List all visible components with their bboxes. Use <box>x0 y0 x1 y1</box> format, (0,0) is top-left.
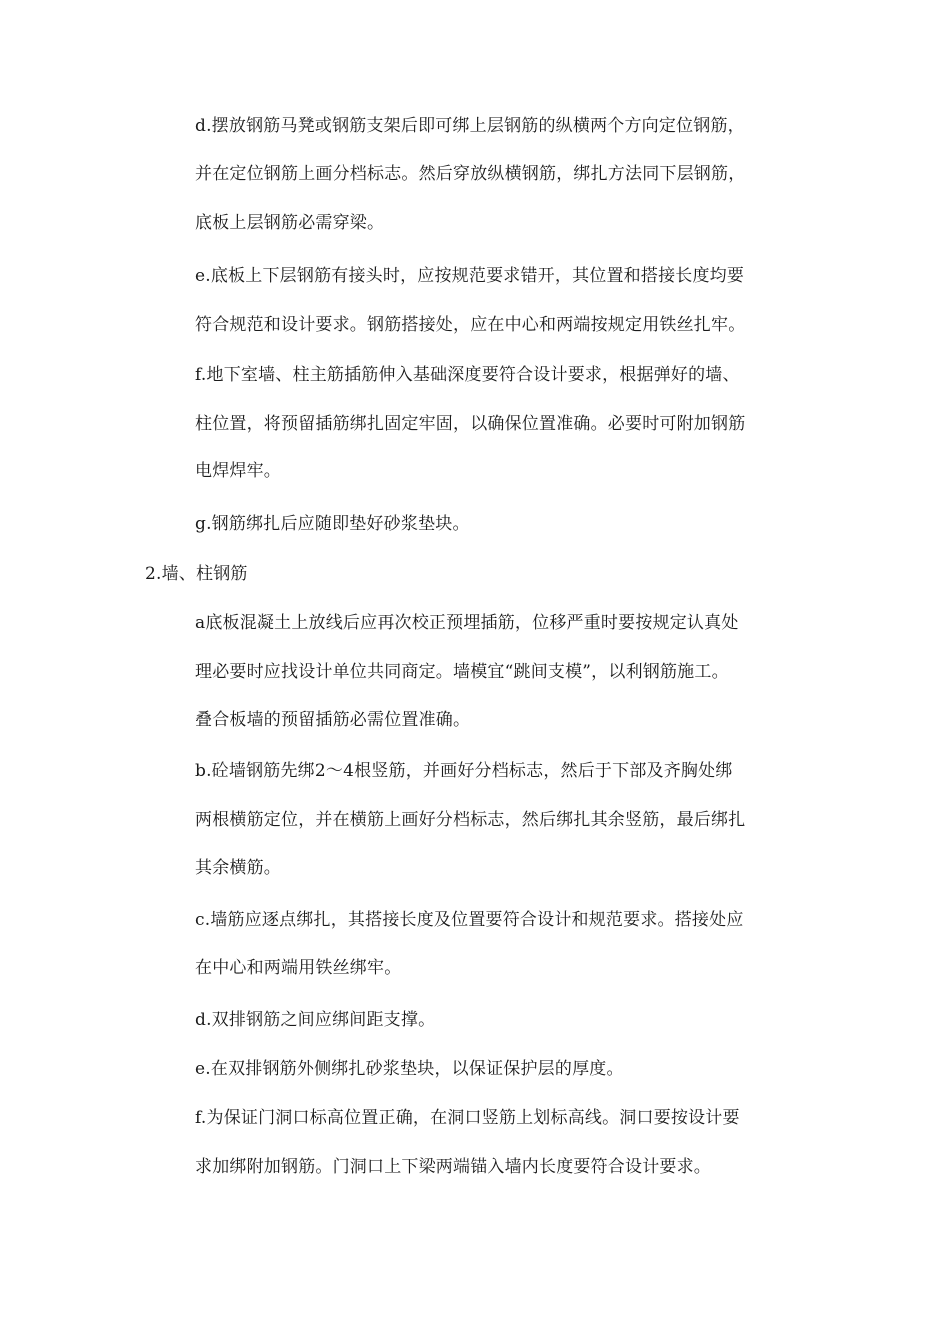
paragraph-b-line-1: b.砼墙钢筋先绑2～4根竖筋，并画好分档标志，然后于下部及齐胸处绑 <box>195 761 733 781</box>
paragraph-d-line-3: 底板上层钢筋必需穿梁。 <box>195 213 385 233</box>
paragraph-f-line-1: f.地下室墙、柱主筋插筋伸入基础深度要符合设计要求，根据弹好的墙、 <box>195 365 740 385</box>
paragraph-a-line-3: 叠合板墙的预留插筋必需位置准确。 <box>195 710 471 730</box>
paragraph-d-line-2: 并在定位钢筋上画分档标志。然后穿放纵横钢筋，绑扎方法同下层钢筋， <box>195 164 746 184</box>
paragraph-c-line-1: c.墙筋应逐点绑扎，其搭接长度及位置要符合设计和规范要求。搭接处应 <box>195 910 744 930</box>
paragraph-c-line-2: 在中心和两端用铁丝绑牢。 <box>195 958 402 978</box>
paragraph-e-line-1: e.底板上下层钢筋有接头时，应按规范要求错开，其位置和搭接长度均要 <box>195 266 745 286</box>
paragraph-d-line-1: d.摆放钢筋马凳或钢筋支架后即可绑上层钢筋的纵横两个方向定位钢筋， <box>195 116 745 136</box>
paragraph-f-line-2: 柱位置，将预留插筋绑扎固定牢固，以确保位置准确。必要时可附加钢筋 <box>195 414 746 434</box>
section-heading: 2.墙、柱钢筋 <box>145 564 248 584</box>
paragraph-d2-line-1: d.双排钢筋之间应绑间距支撑。 <box>195 1010 436 1030</box>
paragraph-b-line-3: 其余横筋。 <box>195 858 281 878</box>
paragraph-a-line-1: a底板混凝土上放线后应再次校正预埋插筋，位移严重时要按规定认真处 <box>195 613 739 633</box>
paragraph-e2-line-1: e.在双排钢筋外侧绑扎砂浆垫块，以保证保护层的厚度。 <box>195 1059 624 1079</box>
paragraph-f2-line-2: 求加绑附加钢筋。门洞口上下梁两端锚入墙内长度要符合设计要求。 <box>195 1157 711 1177</box>
paragraph-f2-line-1: f.为保证门洞口标高位置正确，在洞口竖筋上划标高线。洞口要按设计要 <box>195 1108 740 1128</box>
paragraph-b-line-2: 两根横筋定位，并在横筋上画好分档标志，然后绑扎其余竖筋，最后绑扎 <box>195 810 746 830</box>
paragraph-e-line-2: 符合规范和设计要求。钢筋搭接处，应在中心和两端按规定用铁丝扎牢。 <box>195 315 746 335</box>
paragraph-f-line-3: 电焊焊牢。 <box>195 461 281 481</box>
paragraph-g-line-1: g.钢筋绑扎后应随即垫好砂浆垫块。 <box>195 514 470 534</box>
paragraph-a-line-2: 理必要时应找设计单位共同商定。墙模宜“跳间支模”，以利钢筋施工。 <box>195 662 729 682</box>
